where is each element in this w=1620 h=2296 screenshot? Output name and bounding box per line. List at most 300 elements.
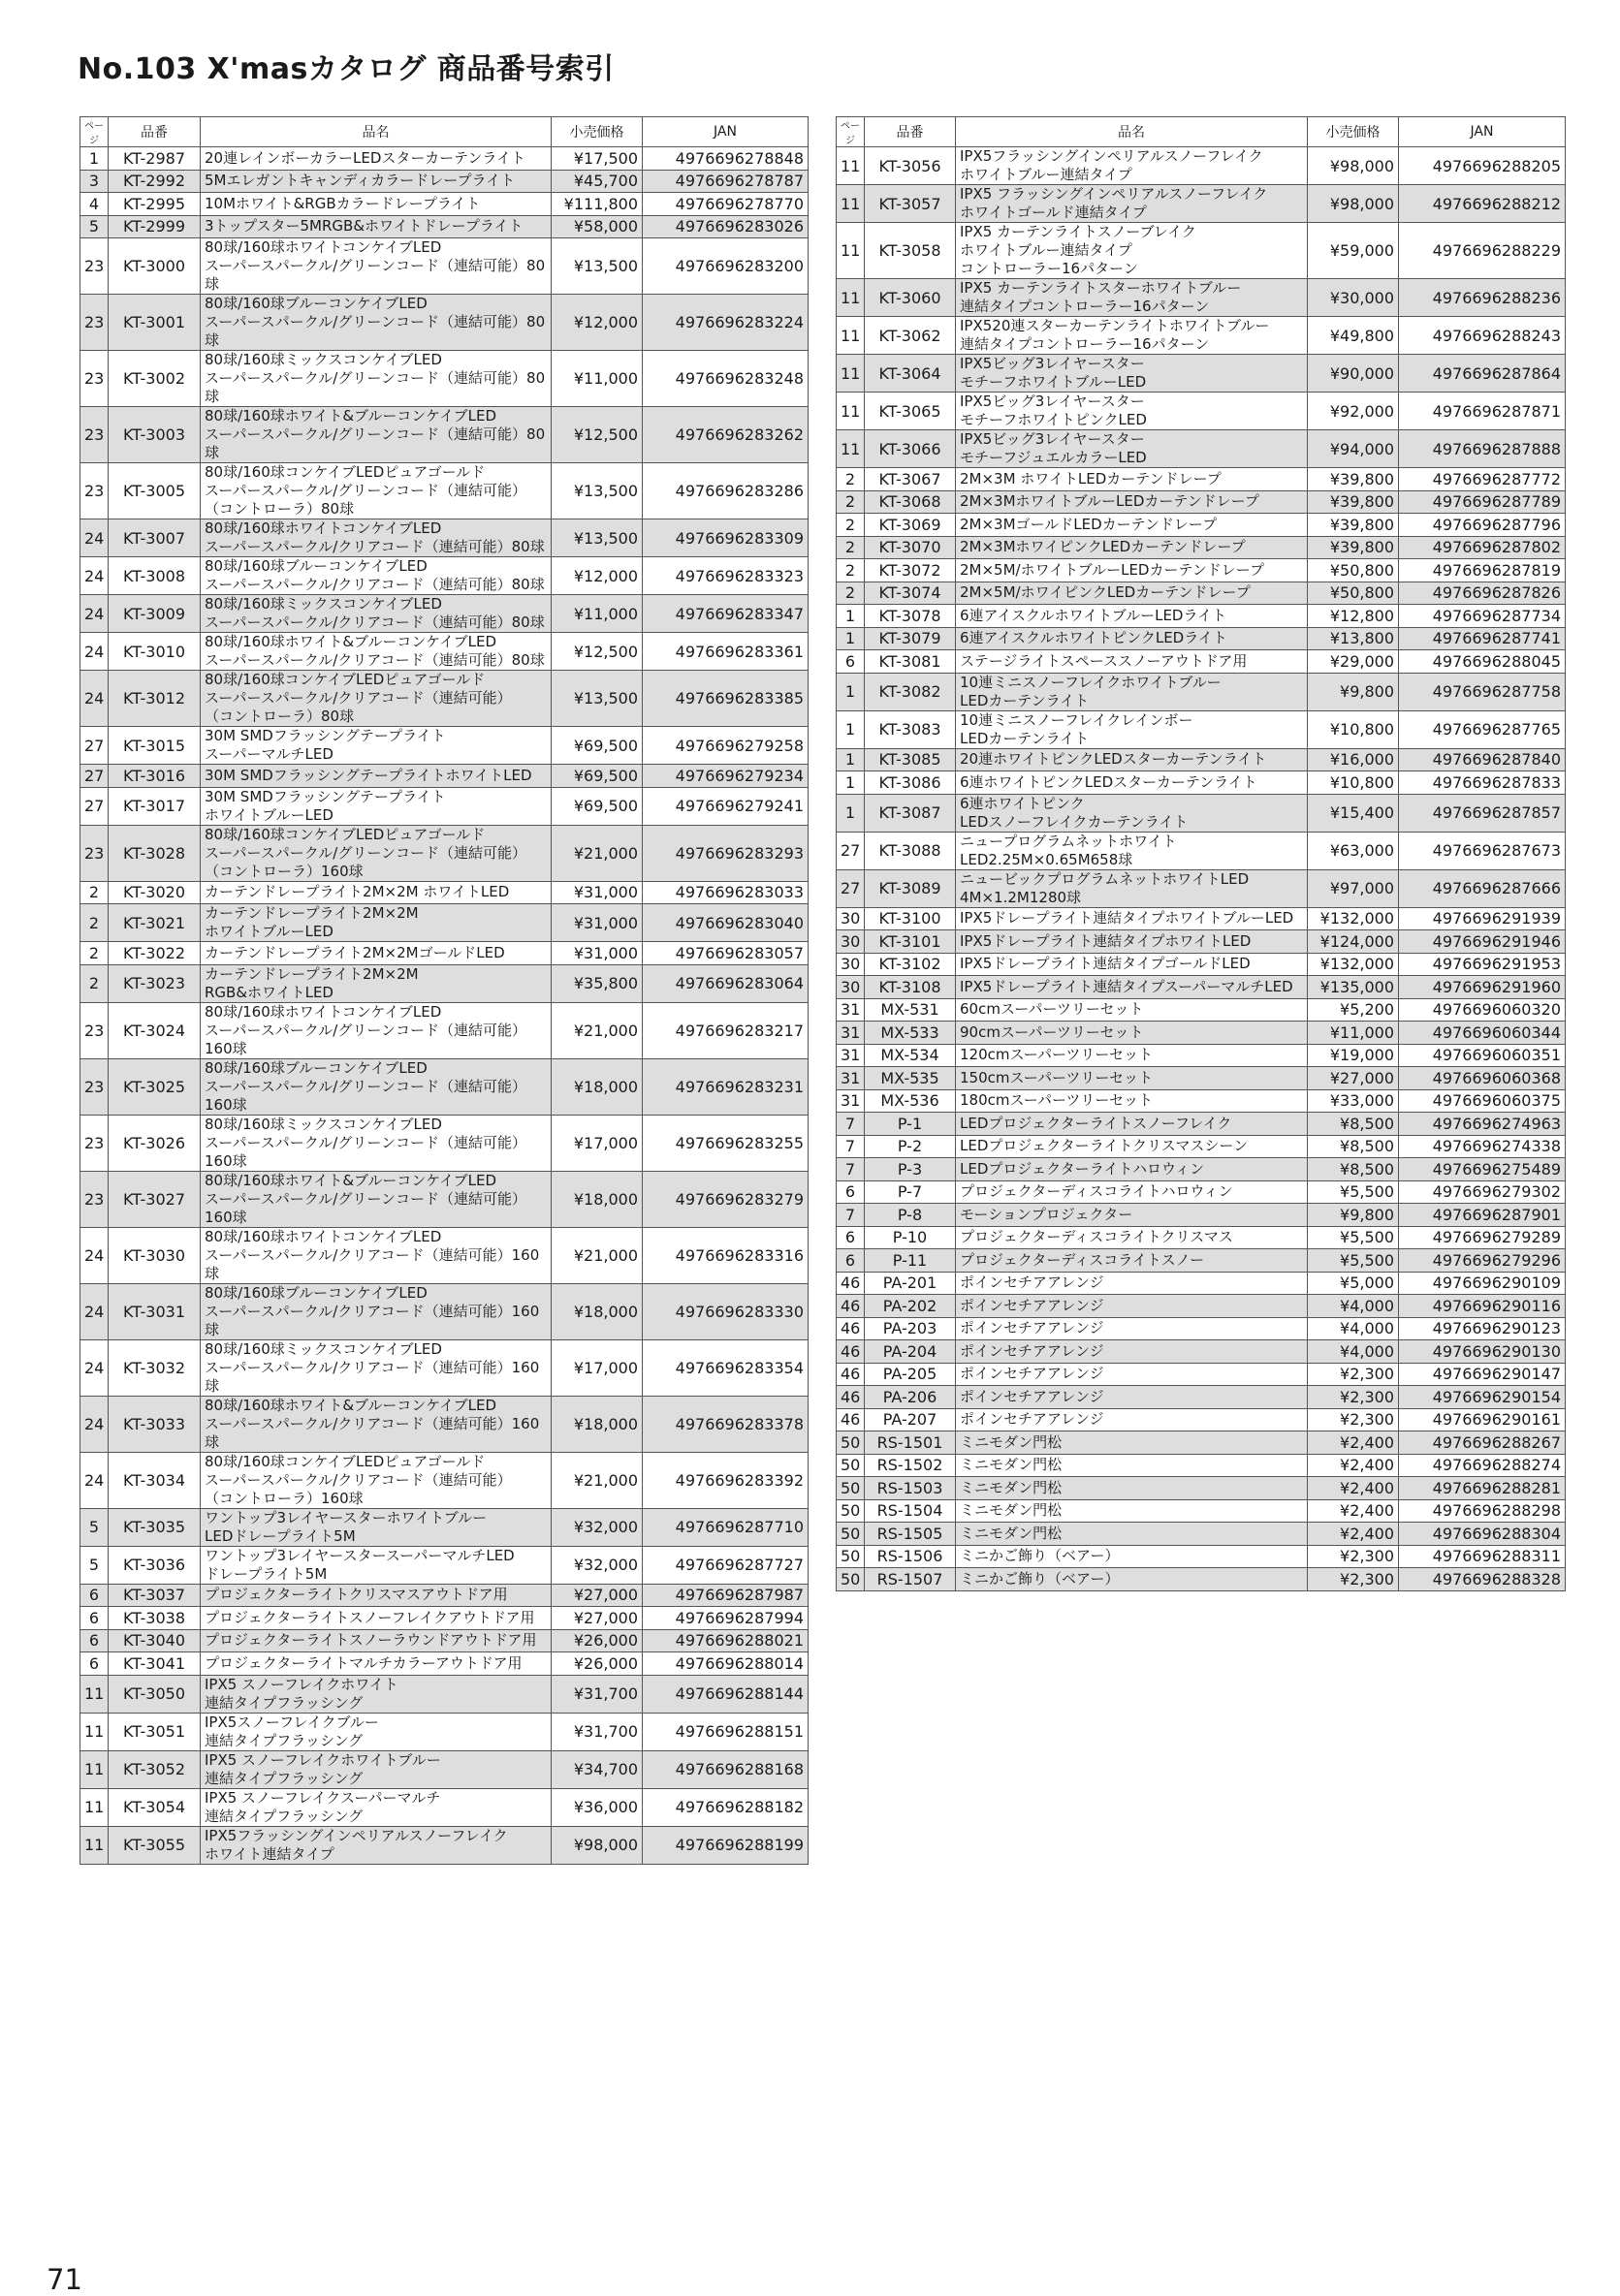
row-code: RS-1505 <box>865 1523 956 1546</box>
row-page: 23 <box>80 825 109 881</box>
row-price: ¥26,000 <box>552 1652 643 1676</box>
row-price: ¥39,800 <box>1308 536 1399 559</box>
table-row <box>837 1135 1566 1158</box>
row-code: KT-3036 <box>109 1546 201 1584</box>
table-row <box>80 964 809 1002</box>
row-code: KT-3057 <box>865 185 956 223</box>
row-name: 80球/160球ホワイト&ブルーコンケイブLED スーパースパークル/クリアコード（連結可能）80球 <box>201 633 552 671</box>
row-name: ワントップ3レイヤースタースーパーマルチLED ドレープライト5M <box>201 1546 552 1584</box>
row-page: 6 <box>837 1249 865 1273</box>
table-row <box>80 1788 809 1826</box>
row-jan: 4976696283040 <box>643 904 809 942</box>
row-jan: 4976696283330 <box>643 1283 809 1339</box>
table-row <box>80 825 809 881</box>
row-name: IPX5 カーテンライトスノーブレイク ホワイトブルー連結タイプ コントローラー16パターン <box>956 223 1308 279</box>
row-name: IPX5ビッグ3レイヤースター モチーフホワイトピンクLED <box>956 393 1308 430</box>
row-name: 10連ミニスノーフレイクレインボー LEDカーテンライト <box>956 710 1308 748</box>
row-code: KT-3070 <box>865 536 956 559</box>
row-page: 30 <box>837 907 865 930</box>
header-code: 品番 <box>109 117 201 147</box>
row-code: KT-3085 <box>865 748 956 771</box>
row-page: 23 <box>80 1171 109 1227</box>
row-code: PA-206 <box>865 1386 956 1409</box>
row-code: P-1 <box>865 1113 956 1136</box>
row-jan: 4976696283286 <box>643 463 809 519</box>
row-price: ¥12,800 <box>1308 605 1399 628</box>
header-jan: JAN <box>1399 117 1566 147</box>
row-price: ¥35,800 <box>552 964 643 1002</box>
row-page: 5 <box>80 1546 109 1584</box>
row-price: ¥135,000 <box>1308 976 1399 999</box>
row-name: ミニモダン門松 <box>956 1523 1308 1546</box>
table-row <box>80 407 809 463</box>
row-name: プロジェクターライトスノーラウンドアウトドア用 <box>201 1629 552 1652</box>
row-jan: 4976696283392 <box>643 1452 809 1508</box>
row-code: P-11 <box>865 1249 956 1273</box>
row-price: ¥17,000 <box>552 1339 643 1396</box>
table-row <box>80 1826 809 1864</box>
table-row <box>837 605 1566 628</box>
row-jan: 4976696274338 <box>1399 1135 1566 1158</box>
table-row <box>80 351 809 407</box>
row-page: 24 <box>80 671 109 727</box>
row-jan: 4976696283248 <box>643 351 809 407</box>
row-name: 10Mホワイト&RGBカラードレープライト <box>201 193 552 216</box>
row-name: 2M×5M/ホワイトブルーLEDカーテンドレープ <box>956 559 1308 582</box>
row-name: IPX5ドレープライト連結タイプゴールドLED <box>956 953 1308 976</box>
table-row <box>837 1386 1566 1409</box>
row-page: 2 <box>837 514 865 537</box>
row-price: ¥13,500 <box>552 238 643 295</box>
row-jan: 4976696287802 <box>1399 536 1566 559</box>
table-row <box>837 953 1566 976</box>
row-name: IPX5 スノーフレイクホワイト 連結タイプフラッシング <box>201 1675 552 1713</box>
row-page: 5 <box>80 215 109 238</box>
row-name: IPX5 スノーフレイクホワイトブルー 連結タイプフラッシング <box>201 1750 552 1788</box>
row-name: カーテンドレープライト2M×2M ホワイトブルーLED <box>201 904 552 942</box>
row-name: 2M×3MゴールドLEDカーテンドレープ <box>956 514 1308 537</box>
row-price: ¥98,000 <box>1308 185 1399 223</box>
row-name: 80球/160球ブルーコンケイブLED スーパースパークル/グリーンコード（連結可能）80球 <box>201 295 552 351</box>
header-page: ページ <box>837 117 865 147</box>
table-row <box>837 355 1566 393</box>
row-price: ¥31,700 <box>552 1675 643 1713</box>
row-page: 11 <box>837 279 865 317</box>
table-row <box>80 193 809 216</box>
row-page: 24 <box>80 519 109 557</box>
row-price: ¥27,000 <box>552 1584 643 1607</box>
row-jan: 4976696290154 <box>1399 1386 1566 1409</box>
row-price: ¥19,000 <box>1308 1044 1399 1067</box>
row-name: 80球/160球ホワイト&ブルーコンケイブLED スーパースパークル/グリーンコード（連結可能）160球 <box>201 1171 552 1227</box>
row-page: 46 <box>837 1386 865 1409</box>
row-price: ¥36,000 <box>552 1788 643 1826</box>
row-code: KT-3008 <box>109 557 201 595</box>
row-page: 2 <box>837 582 865 605</box>
row-page: 24 <box>80 1396 109 1452</box>
row-page: 1 <box>837 794 865 832</box>
row-name: 3トップスター5MRGB&ホワイトドレープライト <box>201 215 552 238</box>
row-page: 46 <box>837 1317 865 1340</box>
row-page: 31 <box>837 1067 865 1090</box>
row-jan: 4976696283262 <box>643 407 809 463</box>
row-page: 24 <box>80 1227 109 1283</box>
row-jan: 4976696288021 <box>643 1629 809 1652</box>
row-code: KT-3100 <box>865 907 956 930</box>
row-price: ¥2,400 <box>1308 1499 1399 1523</box>
row-jan: 4976696288298 <box>1399 1499 1566 1523</box>
table-row <box>837 1044 1566 1067</box>
table-row <box>837 1477 1566 1500</box>
row-code: P-3 <box>865 1158 956 1181</box>
row-page: 2 <box>837 490 865 514</box>
row-page: 2 <box>837 468 865 491</box>
row-page: 27 <box>837 869 865 907</box>
row-page: 2 <box>837 536 865 559</box>
row-jan: 4976696290123 <box>1399 1317 1566 1340</box>
row-price: ¥32,000 <box>552 1508 643 1546</box>
header-name: 品名 <box>201 117 552 147</box>
row-price: ¥31,000 <box>552 904 643 942</box>
row-name: 80球/160球ブルーコンケイブLED スーパースパークル/クリアコード（連結可能）160球 <box>201 1283 552 1339</box>
row-code: PA-201 <box>865 1272 956 1295</box>
row-jan: 4976696288212 <box>1399 185 1566 223</box>
row-jan: 4976696288267 <box>1399 1431 1566 1455</box>
page-number: 71 <box>47 2263 82 2296</box>
row-price: ¥8,500 <box>1308 1113 1399 1136</box>
row-jan: 4976696288274 <box>1399 1454 1566 1477</box>
row-jan: 4976696287826 <box>1399 582 1566 605</box>
table-row <box>837 1158 1566 1181</box>
row-jan: 4976696288311 <box>1399 1545 1566 1568</box>
row-page: 7 <box>837 1204 865 1227</box>
row-jan: 4976696291960 <box>1399 976 1566 999</box>
row-jan: 4976696288144 <box>643 1675 809 1713</box>
row-code: KT-3083 <box>865 710 956 748</box>
row-code: P-7 <box>865 1180 956 1204</box>
row-code: PA-204 <box>865 1340 956 1364</box>
row-price: ¥50,800 <box>1308 559 1399 582</box>
row-page: 11 <box>837 147 865 185</box>
row-name: IPX5 スノーフレイクスーパーマルチ 連結タイプフラッシング <box>201 1788 552 1826</box>
row-price: ¥5,000 <box>1308 1272 1399 1295</box>
table-row <box>837 559 1566 582</box>
table-row <box>837 1113 1566 1136</box>
row-page: 23 <box>80 407 109 463</box>
row-page: 11 <box>837 185 865 223</box>
row-jan: 4976696288328 <box>1399 1568 1566 1591</box>
table-row <box>80 1002 809 1058</box>
row-name: 120cmスーパーツリーセット <box>956 1044 1308 1067</box>
page-title: No.103 X'masカタログ 商品番号索引 <box>78 52 615 86</box>
row-price: ¥8,500 <box>1308 1158 1399 1181</box>
table-row <box>837 1067 1566 1090</box>
row-price: ¥98,000 <box>1308 147 1399 185</box>
table-row <box>837 1340 1566 1364</box>
row-price: ¥58,000 <box>552 215 643 238</box>
row-jan: 4976696287765 <box>1399 710 1566 748</box>
row-name: 80球/160球コンケイブLEDピュアゴールド スーパースパークル/グリーンコード（連結可能） （コントローラ）160球 <box>201 825 552 881</box>
table-row <box>837 1431 1566 1455</box>
row-jan: 4976696279296 <box>1399 1249 1566 1273</box>
row-jan: 4976696288182 <box>643 1788 809 1826</box>
row-code: KT-3072 <box>865 559 956 582</box>
row-jan: 4976696283378 <box>643 1396 809 1452</box>
row-code: KT-3069 <box>865 514 956 537</box>
row-code: KT-3025 <box>109 1058 201 1115</box>
row-page: 46 <box>837 1408 865 1431</box>
row-jan: 4976696291939 <box>1399 907 1566 930</box>
row-code: KT-3041 <box>109 1652 201 1676</box>
row-page: 31 <box>837 1044 865 1067</box>
row-jan: 4976696278770 <box>643 193 809 216</box>
row-code: KT-3012 <box>109 671 201 727</box>
row-page: 46 <box>837 1295 865 1318</box>
row-jan: 4976696279241 <box>643 787 809 825</box>
row-price: ¥17,000 <box>552 1115 643 1171</box>
row-code: KT-3026 <box>109 1115 201 1171</box>
table-row <box>80 1652 809 1676</box>
row-code: KT-3068 <box>865 490 956 514</box>
row-page: 27 <box>837 832 865 869</box>
row-name: 2M×3MホワイトブルーLEDカーテンドレープ <box>956 490 1308 514</box>
row-price: ¥21,000 <box>552 1227 643 1283</box>
row-price: ¥21,000 <box>552 1452 643 1508</box>
row-jan: 4976696287796 <box>1399 514 1566 537</box>
table-row <box>837 1180 1566 1204</box>
row-name: 80球/160球コンケイブLEDピュアゴールド スーパースパークル/クリアコード（連結可能） （コントローラ）160球 <box>201 1452 552 1508</box>
table-row <box>837 514 1566 537</box>
row-code: MX-534 <box>865 1044 956 1067</box>
row-price: ¥45,700 <box>552 170 643 193</box>
row-price: ¥31,000 <box>552 881 643 904</box>
row-jan: 4976696288168 <box>643 1750 809 1788</box>
table-row <box>837 1317 1566 1340</box>
row-jan: 4976696287772 <box>1399 468 1566 491</box>
row-jan: 4976696287994 <box>643 1607 809 1630</box>
row-code: KT-3000 <box>109 238 201 295</box>
row-name: 80球/160球コンケイブLEDピュアゴールド スーパースパークル/グリーンコード（連結可能） （コントローラ）80球 <box>201 463 552 519</box>
row-code: KT-3021 <box>109 904 201 942</box>
row-price: ¥26,000 <box>552 1629 643 1652</box>
row-name: 2M×5M/ホワイピンクLEDカーテンドレープ <box>956 582 1308 605</box>
row-price: ¥2,300 <box>1308 1545 1399 1568</box>
row-code: KT-3024 <box>109 1002 201 1058</box>
row-name: ポインセチアアレンジ <box>956 1363 1308 1386</box>
row-page: 50 <box>837 1477 865 1500</box>
row-code: KT-3067 <box>865 468 956 491</box>
row-name: ニュープログラムネットホワイト LED2.25M×0.65M658球 <box>956 832 1308 869</box>
row-page: 11 <box>837 393 865 430</box>
row-name: プロジェクターライトマルチカラーアウトドア用 <box>201 1652 552 1676</box>
row-price: ¥59,000 <box>1308 223 1399 279</box>
row-jan: 4976696283385 <box>643 671 809 727</box>
header-page: ページ <box>80 117 109 147</box>
row-jan: 4976696288205 <box>1399 147 1566 185</box>
row-jan: 4976696288229 <box>1399 223 1566 279</box>
row-price: ¥2,300 <box>1308 1408 1399 1431</box>
row-code: KT-3002 <box>109 351 201 407</box>
row-jan: 4976696283033 <box>643 881 809 904</box>
header-code: 品番 <box>865 117 956 147</box>
row-name: カーテンドレープライト2M×2M RGB&ホワイトLED <box>201 964 552 1002</box>
row-page: 50 <box>837 1499 865 1523</box>
row-price: ¥90,000 <box>1308 355 1399 393</box>
row-jan: 4976696283064 <box>643 964 809 1002</box>
row-code: KT-3030 <box>109 1227 201 1283</box>
row-jan: 4976696290109 <box>1399 1272 1566 1295</box>
row-price: ¥29,000 <box>1308 650 1399 674</box>
row-price: ¥39,800 <box>1308 468 1399 491</box>
row-price: ¥21,000 <box>552 825 643 881</box>
row-name: ポインセチアアレンジ <box>956 1340 1308 1364</box>
row-jan: 4976696283255 <box>643 1115 809 1171</box>
row-page: 1 <box>80 147 109 171</box>
table-body-right <box>837 147 1566 1591</box>
row-name: 30M SMDフラッシングテープライト スーパーマルチLED <box>201 727 552 765</box>
row-page: 46 <box>837 1340 865 1364</box>
row-jan: 4976696287789 <box>1399 490 1566 514</box>
row-name: プロジェクターディスコライトクリスマス <box>956 1226 1308 1249</box>
row-jan: 4976696287871 <box>1399 393 1566 430</box>
row-jan: 4976696279234 <box>643 765 809 788</box>
row-price: ¥18,000 <box>552 1058 643 1115</box>
row-page: 30 <box>837 976 865 999</box>
row-page: 46 <box>837 1363 865 1386</box>
row-name: 80球/160球ホワイトコンケイブLED スーパースパークル/クリアコード（連結可能）160球 <box>201 1227 552 1283</box>
row-name: 80球/160球ホワイト&ブルーコンケイブLED スーパースパークル/グリーンコード（連結可能）80球 <box>201 407 552 463</box>
table-row <box>837 582 1566 605</box>
row-page: 6 <box>80 1607 109 1630</box>
table-row <box>837 1204 1566 1227</box>
table-row <box>80 633 809 671</box>
row-jan: 4976696291953 <box>1399 953 1566 976</box>
row-jan: 4976696283293 <box>643 825 809 881</box>
table-row <box>837 673 1566 710</box>
table-row <box>80 1675 809 1713</box>
row-name: プロジェクターライトクリスマスアウトドア用 <box>201 1584 552 1607</box>
row-price: ¥11,000 <box>552 351 643 407</box>
row-code: KT-2999 <box>109 215 201 238</box>
row-jan: 4976696283361 <box>643 633 809 671</box>
row-name: 6連アイスクルホワイトピンクLEDライト <box>956 627 1308 650</box>
row-name: 20連ホワイトピンクLEDスターカーテンライト <box>956 748 1308 771</box>
row-page: 7 <box>837 1113 865 1136</box>
row-jan: 4976696287734 <box>1399 605 1566 628</box>
table-row <box>837 832 1566 869</box>
row-price: ¥98,000 <box>552 1826 643 1864</box>
row-name: 5Mエレガントキャンディカラードレープライト <box>201 170 552 193</box>
row-code: KT-3009 <box>109 595 201 633</box>
row-jan: 4976696290161 <box>1399 1408 1566 1431</box>
row-code: KT-3005 <box>109 463 201 519</box>
table-row <box>837 185 1566 223</box>
row-code: KT-3017 <box>109 787 201 825</box>
row-jan: 4976696060320 <box>1399 998 1566 1022</box>
table-header-row <box>80 117 809 147</box>
row-name: IPX5ドレープライト連結タイプホワイトLED <box>956 930 1308 954</box>
table-row <box>80 1058 809 1115</box>
row-page: 24 <box>80 1283 109 1339</box>
row-page: 24 <box>80 557 109 595</box>
row-price: ¥4,000 <box>1308 1295 1399 1318</box>
table-row <box>80 1508 809 1546</box>
table-row <box>80 881 809 904</box>
row-page: 1 <box>837 710 865 748</box>
row-code: KT-3033 <box>109 1396 201 1452</box>
table-row <box>80 787 809 825</box>
row-name: 6連ホワイトピンクLEDスターカーテンライト <box>956 771 1308 795</box>
row-jan: 4976696283279 <box>643 1171 809 1227</box>
row-name: 80球/160球ホワイト&ブルーコンケイブLED スーパースパークル/クリアコード（連結可能）160球 <box>201 1396 552 1452</box>
row-page: 24 <box>80 1452 109 1508</box>
row-code: RS-1503 <box>865 1477 956 1500</box>
row-price: ¥27,000 <box>552 1607 643 1630</box>
row-code: PA-207 <box>865 1408 956 1431</box>
table-row <box>80 1283 809 1339</box>
row-jan: 4976696287673 <box>1399 832 1566 869</box>
row-page: 23 <box>80 463 109 519</box>
table-row <box>837 1226 1566 1249</box>
table-row <box>837 279 1566 317</box>
table-row <box>80 1227 809 1283</box>
row-jan: 4976696287840 <box>1399 748 1566 771</box>
row-page: 30 <box>837 953 865 976</box>
row-price: ¥18,000 <box>552 1396 643 1452</box>
row-code: KT-3051 <box>109 1713 201 1750</box>
row-jan: 4976696288281 <box>1399 1477 1566 1500</box>
row-jan: 4976696288014 <box>643 1652 809 1676</box>
row-page: 23 <box>80 238 109 295</box>
row-name: プロジェクターライトスノーフレイクアウトドア用 <box>201 1607 552 1630</box>
table-row <box>837 1568 1566 1591</box>
row-price: ¥2,300 <box>1308 1363 1399 1386</box>
row-page: 50 <box>837 1454 865 1477</box>
table-row <box>80 557 809 595</box>
table-row <box>80 1607 809 1630</box>
row-code: KT-3089 <box>865 869 956 907</box>
row-page: 11 <box>837 355 865 393</box>
row-page: 7 <box>837 1135 865 1158</box>
row-price: ¥30,000 <box>1308 279 1399 317</box>
row-price: ¥94,000 <box>1308 430 1399 468</box>
row-page: 11 <box>80 1826 109 1864</box>
table-row <box>80 295 809 351</box>
row-price: ¥2,400 <box>1308 1431 1399 1455</box>
row-name: 80球/160球ミックスコンケイブLED スーパースパークル/クリアコード（連結可能）160球 <box>201 1339 552 1396</box>
row-jan: 4976696287666 <box>1399 869 1566 907</box>
row-name: ワントップ3レイヤースターホワイトブルー LEDドレープライト5M <box>201 1508 552 1546</box>
row-page: 46 <box>837 1272 865 1295</box>
row-jan: 4976696287727 <box>643 1546 809 1584</box>
row-price: ¥12,000 <box>552 295 643 351</box>
row-page: 2 <box>80 881 109 904</box>
row-name: 30M SMDフラッシングテープライトホワイトLED <box>201 765 552 788</box>
row-price: ¥13,800 <box>1308 627 1399 650</box>
row-code: KT-3007 <box>109 519 201 557</box>
row-name: カーテンドレープライト2M×2MゴールドLED <box>201 942 552 965</box>
row-code: P-2 <box>865 1135 956 1158</box>
table-row <box>837 907 1566 930</box>
row-name: 6連ホワイトピンク LEDスノーフレイクカーテンライト <box>956 794 1308 832</box>
row-price: ¥39,800 <box>1308 514 1399 537</box>
row-page: 2 <box>80 942 109 965</box>
row-name: IPX5ドレープライト連結タイプスーパーマルチLED <box>956 976 1308 999</box>
row-code: KT-3015 <box>109 727 201 765</box>
row-price: ¥16,000 <box>1308 748 1399 771</box>
table-row <box>837 223 1566 279</box>
row-code: KT-3023 <box>109 964 201 1002</box>
